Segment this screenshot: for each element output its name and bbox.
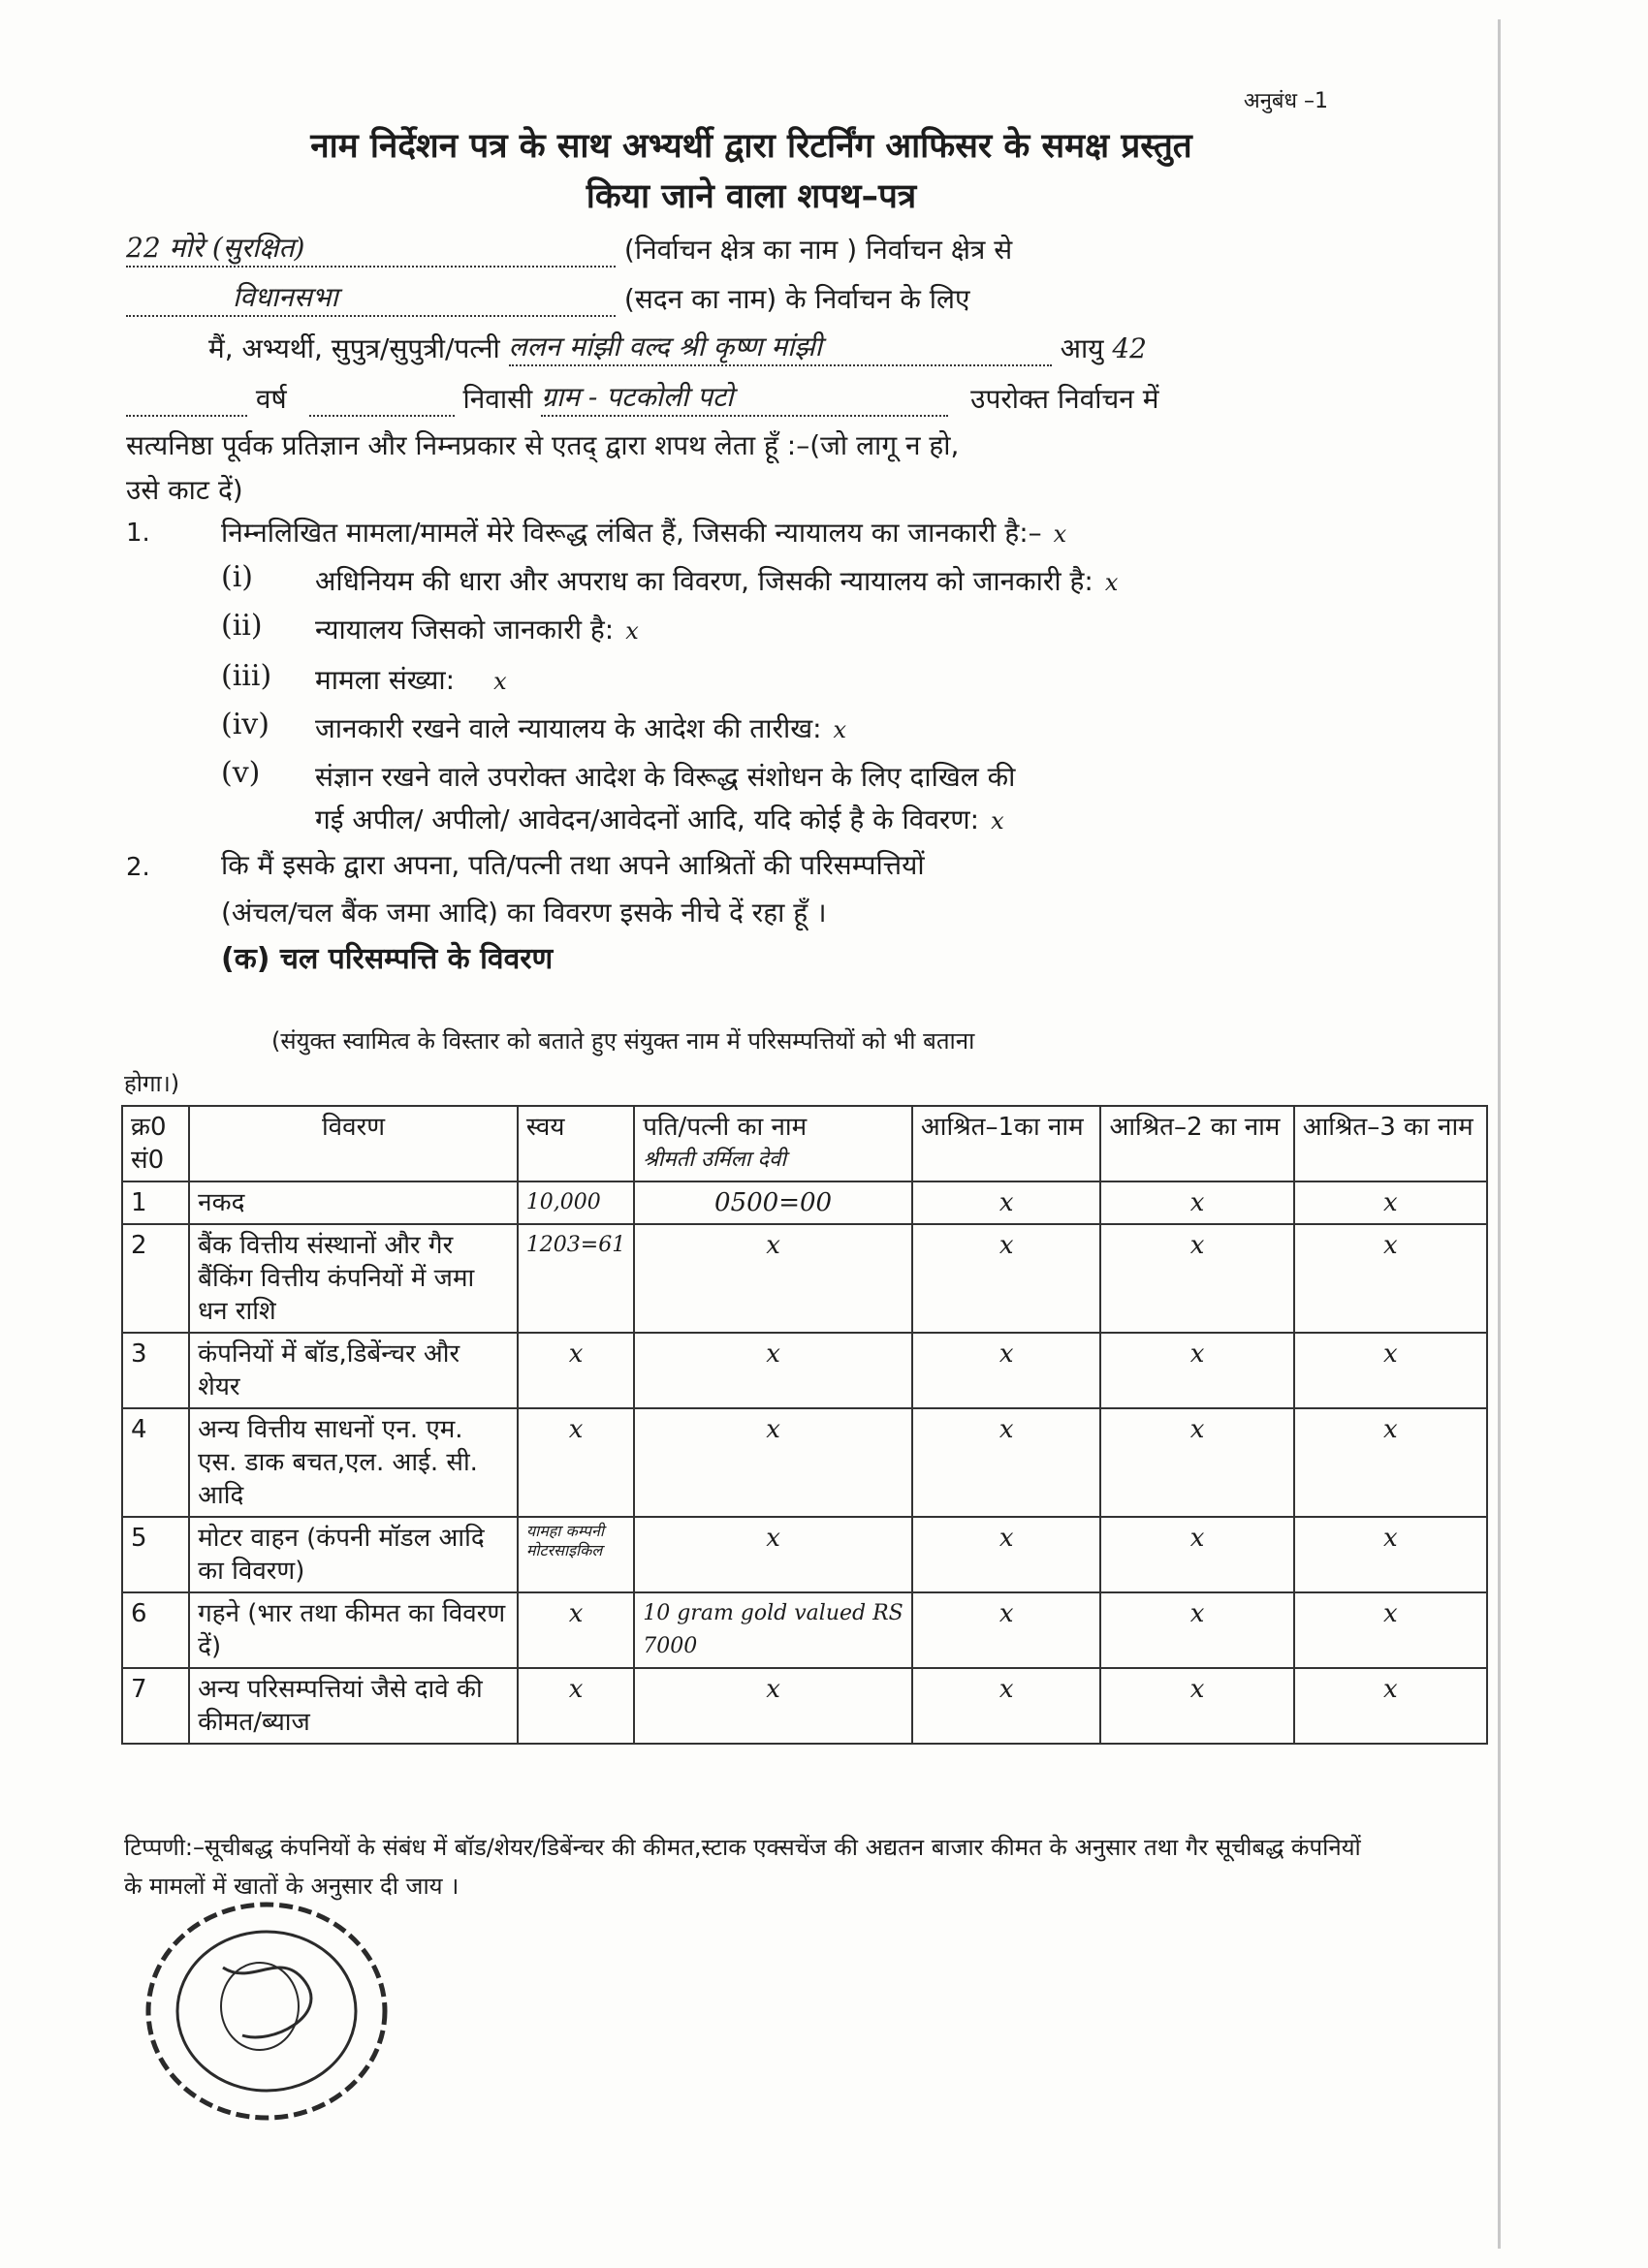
row-details: कंपनियों में बॉड,डिबेंन्चर और शेयर xyxy=(189,1333,518,1408)
header-spouse-label: पति/पत्नी का नाम xyxy=(643,1113,808,1142)
candidate-name: ललन मांझी वल्द श्री कृष्ण मांझी xyxy=(509,328,1052,366)
row-dependent-1: x xyxy=(912,1408,1101,1517)
row-dependent-1: x xyxy=(912,1592,1101,1668)
item-v-line-2 xyxy=(315,801,1004,837)
row-details: अन्य वित्तीय साधनों एन. एम. एस. डाक बचत,एल. आई. सी. आदि xyxy=(189,1408,518,1517)
item-ii xyxy=(315,611,639,647)
row-spouse: x xyxy=(634,1224,912,1333)
oath-line-2: उसे काट दें) xyxy=(126,474,243,506)
house-label: (सदन का नाम) के निर्वाचन के लिए xyxy=(623,283,970,315)
row-self: 10,000 xyxy=(518,1181,634,1224)
title-line-1: नाम निर्देशन पत्र के साथ अभ्यर्थी द्वारा रिटर्निंग आफिसर के समक्ष प्रस्तुत xyxy=(310,127,1192,166)
age-value: 42 xyxy=(1112,332,1147,364)
header-dependent-1: आश्रित–1का नाम xyxy=(912,1106,1101,1181)
table-row xyxy=(122,1181,1487,1224)
item-i-text: अधिनियम की धारा और अपराध का विवरण, जिसकी न्यायालय को जानकारी है: xyxy=(315,565,1093,597)
row-dependent-2: x xyxy=(1100,1592,1293,1668)
section-2-line-1: कि मैं इसके द्वारा अपना, पति/पत्नी तथा अपने आश्रितों की परिसम्पत्तियों xyxy=(221,849,925,881)
header-self: स्वय xyxy=(518,1106,634,1181)
row-spouse: x xyxy=(634,1408,912,1517)
row-details: बैंक वित्तीय संस्थानों और गैर बैंकिंग वित्तीय कंपनियों में जमा धन राशि xyxy=(189,1224,518,1333)
resident-value: ग्राम - पटकोली पटो xyxy=(541,378,948,417)
item-v-text-2: गई अपील/ अपीलो/ आवेदन/आवेदनों आदि, यदि कोई है के विवरण: xyxy=(315,803,980,835)
row-dependent-2: x xyxy=(1100,1408,1293,1517)
row-sno: 7 xyxy=(122,1668,189,1744)
section-1-mark: x xyxy=(1053,520,1067,548)
item-iv-mark: x xyxy=(833,716,847,743)
age-label: आयु xyxy=(1060,332,1104,364)
official-seal-stamp xyxy=(136,1890,397,2132)
row-self: यामहा कम्पनी मोटरसाइकिल xyxy=(518,1517,634,1592)
item-i-mark: x xyxy=(1104,569,1119,596)
row-dependent-1: x xyxy=(912,1333,1101,1408)
table-header-row xyxy=(122,1106,1487,1181)
row-dependent-1: x xyxy=(912,1668,1101,1744)
joint-ownership-note-line-2: होगा।) xyxy=(124,1070,180,1097)
row-sno: 2 xyxy=(122,1224,189,1333)
spouse-name: श्रीमती उर्मिला देवी xyxy=(643,1148,787,1172)
row-self: x xyxy=(518,1668,634,1744)
row-dependent-3: x xyxy=(1294,1668,1487,1744)
item-v-number: (v) xyxy=(221,756,261,790)
section-2-number: 2. xyxy=(126,853,150,882)
item-ii-mark: x xyxy=(625,617,639,645)
item-iv xyxy=(315,709,846,746)
row-dependent-3: x xyxy=(1294,1592,1487,1668)
row-dependent-3: x xyxy=(1294,1224,1487,1333)
table-row xyxy=(122,1517,1487,1592)
header-spouse xyxy=(634,1106,912,1181)
table-row xyxy=(122,1224,1487,1333)
table-row xyxy=(122,1592,1487,1668)
section-1-heading xyxy=(221,514,1066,551)
constituency-label: (निर्वाचन क्षेत्र का नाम ) निर्वाचन क्षेत्र से xyxy=(623,234,1013,266)
item-i-number: (i) xyxy=(221,560,254,594)
header-dependent-2: आश्रित–2 का नाम xyxy=(1100,1106,1293,1181)
header-dependent-3: आश्रित–3 का नाम xyxy=(1294,1106,1487,1181)
row-spouse: x xyxy=(634,1333,912,1408)
annex-label: अनुबंध –1 xyxy=(1243,89,1328,113)
row-dependent-2: x xyxy=(1100,1517,1293,1592)
resident-label: निवासी xyxy=(462,383,533,415)
row-sno: 4 xyxy=(122,1408,189,1517)
row-sno: 1 xyxy=(122,1181,189,1224)
item-ii-text: न्यायालय जिसको जानकारी है: xyxy=(315,614,615,646)
movable-assets-table xyxy=(121,1105,1488,1745)
footnote: टिप्पणी:–सूचीबद्ध कंपनियों के संबंध में बॉड/शेयर/डिबेंन्चर की कीमत,स्टाक एक्सचेंज की अद्यतन बाजार कीमत के अनुसार तथा गैर सूचीबद्ध कंपनियों के मामलों में खातों के अनुसार दी जाय । xyxy=(124,1834,1361,1900)
house-line xyxy=(126,278,969,317)
candidate-line xyxy=(208,328,1147,366)
item-v-mark: x xyxy=(991,807,1004,835)
row-dependent-2: x xyxy=(1100,1181,1293,1224)
row-spouse: x xyxy=(634,1517,912,1592)
item-iii-text: मामला संख्या: xyxy=(315,664,456,696)
row-dependent-2: x xyxy=(1100,1224,1293,1333)
constituency-value: 22 मोरे (सुरक्षित) xyxy=(126,229,616,268)
item-iv-text: जानकारी रखने वाले न्यायालय के आदेश की तारीख: xyxy=(315,712,822,744)
header-details: विवरण xyxy=(189,1106,518,1181)
constituency-line xyxy=(126,229,1012,268)
row-spouse: 10 gram gold valued RS 7000 xyxy=(634,1592,912,1668)
header-sno: क्र0 सं0 xyxy=(122,1106,189,1181)
title-line-2: किया जाने वाला शपथ–पत्र xyxy=(586,177,917,216)
row-spouse: x xyxy=(634,1668,912,1744)
section-2-line-2: (अंचल/चल बैंक जमा आदि) का विवरण इसके नीचे दें रहा हूँ । xyxy=(221,897,827,929)
row-sno: 5 xyxy=(122,1517,189,1592)
row-dependent-1: x xyxy=(912,1517,1101,1592)
joint-ownership-note-line-1: (संयुक्त स्वामित्व के विस्तार को बताते हुए संयुक्त नाम में परिसम्पत्तियों को भी बताना xyxy=(271,1027,975,1055)
row-details: गहने (भार तथा कीमत का विवरण दें) xyxy=(189,1592,518,1668)
row-details: मोटर वाहन (कंपनी मॉडल आदि का विवरण) xyxy=(189,1517,518,1592)
row-self: x xyxy=(518,1592,634,1668)
item-iv-number: (iv) xyxy=(221,708,269,741)
row-self: x xyxy=(518,1408,634,1517)
oath-line-1: सत्यनिष्ठा पूर्वक प्रतिज्ञान और निम्नप्रकार से एतद् द्वारा शपथ लेता हूँ :–(जो लागू न हो, xyxy=(126,429,960,461)
row-dependent-3: x xyxy=(1294,1333,1487,1408)
item-ii-number: (ii) xyxy=(221,609,263,643)
right-margin-line xyxy=(1498,19,1501,2249)
item-iii xyxy=(315,661,507,698)
item-iii-number: (iii) xyxy=(221,659,272,693)
table-row xyxy=(122,1333,1487,1408)
table-row xyxy=(122,1408,1487,1517)
row-dependent-3: x xyxy=(1294,1517,1487,1592)
row-sno: 3 xyxy=(122,1333,189,1408)
row-spouse: 0500=00 xyxy=(634,1181,912,1224)
house-value: विधानसभा xyxy=(126,278,616,317)
row-details: नकद xyxy=(189,1181,518,1224)
row-dependent-1: x xyxy=(912,1181,1101,1224)
row-dependent-2: x xyxy=(1100,1333,1293,1408)
item-i xyxy=(315,562,1118,599)
row-self: 1203=61 xyxy=(518,1224,634,1333)
resident-line xyxy=(126,378,1159,417)
item-iii-mark: x xyxy=(493,668,507,695)
row-self: x xyxy=(518,1333,634,1408)
item-v-line-1: संज्ञान रखने वाले उपरोक्त आदेश के विरूद्ध संशोधन के लिए दाखिल की xyxy=(315,761,1016,793)
year-label: वर्ष xyxy=(255,383,287,415)
row-sno: 6 xyxy=(122,1592,189,1668)
row-dependent-3: x xyxy=(1294,1181,1487,1224)
candidate-prefix: मैं, अभ्यर्थी, सुपुत्र/सुपुत्री/पत्नी xyxy=(208,332,500,364)
table-row xyxy=(122,1668,1487,1744)
row-dependent-2: x xyxy=(1100,1668,1293,1744)
section-1-number: 1. xyxy=(126,519,150,548)
section-1-heading-text: निम्नलिखित मामला/मामलें मेरे विरूद्ध लंबित हैं, जिसकी न्यायालय का जानकारी है:– xyxy=(221,517,1042,549)
after-resident-text: उपरोक्त निर्वाचन में xyxy=(970,383,1159,415)
row-dependent-1: x xyxy=(912,1224,1101,1333)
row-dependent-3: x xyxy=(1294,1408,1487,1517)
row-details: अन्य परिसम्पत्तियां जैसे दावे की कीमत/ब्याज xyxy=(189,1668,518,1744)
page-title xyxy=(126,121,1377,222)
movable-assets-heading: (क) चल परिसम्पत्ति के विवरण xyxy=(221,942,554,976)
